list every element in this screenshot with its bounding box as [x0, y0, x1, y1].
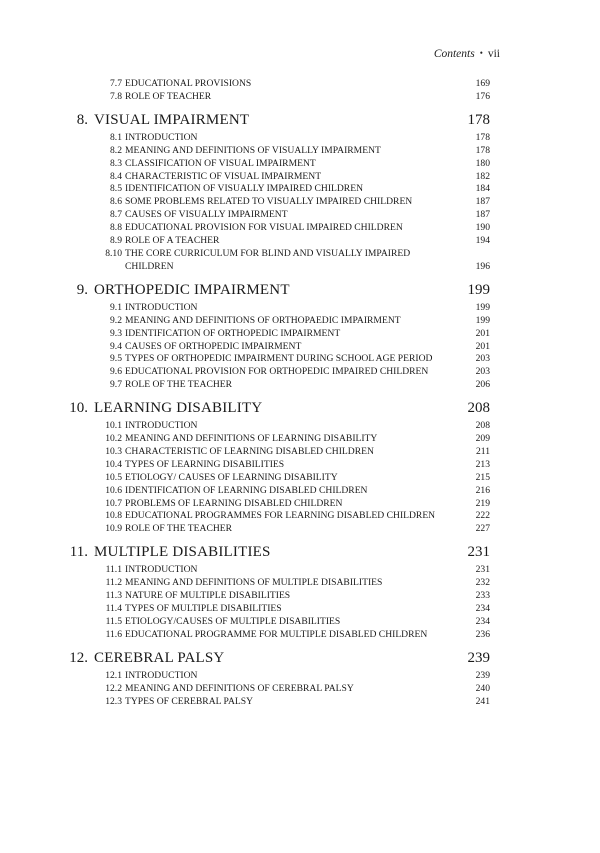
entry-page-number: 203	[475, 366, 490, 378]
toc-entry	[0, 353, 600, 366]
toc-entry	[0, 472, 600, 485]
entry-page-number: 233	[475, 590, 490, 602]
chapter-section	[0, 398, 600, 536]
entry-page-number: 213	[475, 458, 490, 470]
chapter-page-number: 208	[467, 400, 490, 417]
entry-title: CLASSIFICATION OF VISUAL IMPAIRMENT	[125, 157, 316, 169]
toc-entry	[0, 222, 600, 235]
toc-entry	[0, 577, 600, 590]
chapter-page-number: 178	[467, 111, 490, 128]
entry-page-number: 201	[475, 340, 490, 352]
entry-page-number: 176	[475, 90, 490, 102]
entry-title: SOME PROBLEMS RELATED TO VISUALLY IMPAIRED CHILDREN	[125, 196, 413, 208]
entry-number: 7.7	[110, 78, 122, 89]
entry-page-number: 169	[475, 78, 490, 89]
toc-entry	[0, 183, 600, 196]
toc-entry	[0, 420, 600, 433]
entry-number: 10.7	[105, 497, 122, 509]
chapter-heading	[0, 648, 600, 668]
toc-entry	[0, 315, 600, 328]
entry-number: 10.1	[105, 420, 122, 432]
entry-page-number: 190	[475, 222, 490, 234]
entry-number: 10.5	[105, 471, 122, 483]
entry-title: NATURE OF MULTIPLE DISABILITIES	[125, 590, 291, 602]
chapter-section	[0, 648, 600, 709]
entry-number: 9.1	[110, 301, 122, 313]
entry-title: CAUSES OF VISUALLY IMPAIRMENT	[125, 209, 288, 221]
toc-entry	[0, 603, 600, 616]
entry-title: PROBLEMS OF LEARNING DISABLED CHILDREN	[125, 497, 343, 509]
toc-entry	[0, 145, 600, 158]
toc-entry	[0, 683, 600, 696]
entry-number: 8.2	[110, 144, 122, 156]
chapter-section	[0, 110, 600, 274]
entry-title: MEANING AND DEFINITIONS OF MULTIPLE DISABILITIES	[125, 577, 383, 589]
toc-entry	[0, 696, 600, 709]
toc-entry	[0, 616, 600, 629]
entry-page-number: 241	[475, 695, 490, 707]
entry-page-number: 215	[475, 471, 490, 483]
toc-entry	[0, 341, 600, 354]
entry-page-number: 208	[475, 420, 490, 432]
running-head-label: Contents	[433, 48, 475, 60]
entry-number: 8.4	[110, 170, 122, 182]
entry-title: IDENTIFICATION OF VISUALLY IMPAIRED CHILDREN	[125, 183, 363, 195]
entry-number: 9.5	[110, 353, 122, 365]
entry-page-number: 209	[475, 433, 490, 445]
entry-number: 8.3	[110, 157, 122, 169]
entry-title: MEANING AND DEFINITIONS OF CEREBRAL PALSY	[125, 682, 354, 694]
entry-page-number: 187	[475, 196, 490, 208]
entry-number: 8.7	[110, 209, 122, 221]
entry-title: IDENTIFICATION OF LEARNING DISABLED CHILDREN	[125, 484, 368, 496]
toc-entry	[0, 91, 600, 104]
toc-entry	[0, 158, 600, 171]
entry-number: 12.3	[105, 695, 122, 707]
entry-title: TYPES OF ORTHOPEDIC IMPAIRMENT DURING SCHOOL AGE PERIOD	[125, 353, 433, 365]
toc-entry	[0, 564, 600, 577]
entry-title: INTRODUCTION	[125, 420, 198, 432]
toc-entry	[0, 196, 600, 209]
entry-title: ROLE OF THE TEACHER	[125, 379, 233, 391]
entry-page-number: 194	[475, 235, 490, 247]
entry-title: MEANING AND DEFINITIONS OF ORTHOPAEDIC IMPAIRMENT	[125, 314, 401, 326]
chapter-title: CEREBRAL PALSY	[94, 649, 225, 666]
entry-page-number: 239	[475, 669, 490, 681]
entry-title: INTRODUCTION	[125, 301, 198, 313]
chapter-title: VISUAL IMPAIRMENT	[94, 111, 250, 128]
toc-entry	[0, 248, 600, 274]
chapter-number: 10.	[69, 400, 88, 417]
entry-number: 11.1	[105, 564, 122, 576]
entry-number: 9.2	[110, 314, 122, 326]
entry-number: 10.2	[105, 433, 122, 445]
entry-title: ROLE OF TEACHER	[125, 90, 212, 102]
chapter-heading	[0, 398, 600, 418]
entry-page-number: 201	[475, 327, 490, 339]
entry-number: 10.4	[105, 458, 122, 470]
entry-number: 9.6	[110, 366, 122, 378]
entry-number: 10.8	[105, 510, 122, 522]
entry-page-number: 178	[475, 144, 490, 156]
entry-title: ETIOLOGY/ CAUSES OF LEARNING DISABILITY	[125, 471, 338, 483]
toc-entry	[0, 485, 600, 498]
table-of-contents	[0, 78, 600, 708]
running-head	[434, 48, 500, 60]
entry-title: TYPES OF LEARNING DISABILITIES	[125, 458, 285, 470]
toc-entry	[0, 78, 600, 91]
entry-page-number: 240	[475, 682, 490, 694]
entry-number: 11.6	[105, 628, 122, 640]
entry-number: 12.2	[105, 682, 122, 694]
running-head-page: vii	[487, 48, 500, 60]
toc-entry	[0, 523, 600, 536]
entry-page-number: 196	[475, 260, 490, 272]
entry-number: 9.4	[110, 340, 122, 352]
entry-title: EDUCATIONAL PROVISION FOR VISUAL IMPAIRED CHILDREN	[125, 222, 403, 234]
entry-title: THE CORE CURRICULUM FOR BLIND AND VISUALLY IMPAIRED CHILDREN	[125, 247, 411, 272]
entry-number: 11.5	[105, 615, 122, 627]
entry-number: 10.9	[105, 523, 122, 535]
entry-title: MEANING AND DEFINITIONS OF VISUALLY IMPAIRMENT	[125, 144, 381, 156]
toc-entry	[0, 629, 600, 642]
entry-title: ROLE OF THE TEACHER	[125, 523, 233, 535]
entry-page-number: 178	[475, 131, 490, 143]
entry-title: INTRODUCTION	[125, 564, 198, 576]
entry-page-number: 180	[475, 157, 490, 169]
entry-number: 11.4	[105, 603, 122, 614]
toc-entry	[0, 590, 600, 603]
entry-title: CAUSES OF ORTHOPEDIC IMPAIRMENT	[125, 340, 302, 352]
entry-title: IDENTIFICATION OF ORTHOPEDIC IMPAIRMENT	[125, 327, 341, 339]
entry-page-number: 219	[475, 497, 490, 509]
entry-number: 8.10	[105, 247, 122, 259]
entry-number: 10.3	[105, 445, 122, 457]
entry-page-number: 199	[475, 314, 490, 326]
entry-title: EDUCATIONAL PROGRAMMES FOR LEARNING DISABLED CHILDREN	[125, 510, 436, 522]
entry-number: 10.6	[105, 484, 122, 496]
entry-page-number: 236	[475, 628, 490, 640]
chapter-section	[0, 280, 600, 392]
bullet-icon: •	[479, 48, 483, 58]
entry-number: 8.9	[110, 235, 122, 247]
chapter-page-number: 231	[467, 544, 490, 561]
chapter-page-number: 199	[467, 281, 490, 298]
chapter-number: 11.	[69, 544, 88, 561]
entry-title: MEANING AND DEFINITIONS OF LEARNING DISABILITY	[125, 433, 378, 445]
toc-entry	[0, 446, 600, 459]
entry-title: INTRODUCTION	[125, 131, 198, 143]
entry-page-number: 211	[475, 445, 490, 457]
entry-number: 8.5	[110, 183, 122, 195]
toc-entry	[0, 328, 600, 341]
entry-page-number: 231	[475, 564, 490, 576]
entry-number: 7.8	[110, 90, 122, 102]
chapter-number: 12.	[69, 649, 88, 666]
entry-title: TYPES OF MULTIPLE DISABILITIES	[125, 603, 282, 614]
entry-page-number: 234	[475, 615, 490, 627]
entry-page-number: 203	[475, 353, 490, 365]
entry-title: EDUCATIONAL PROVISIONS	[125, 78, 252, 89]
entry-title: ETIOLOGY/CAUSES OF MULTIPLE DISABILITIES	[125, 615, 341, 627]
entry-page-number: 182	[475, 170, 490, 182]
entry-page-number: 206	[475, 379, 490, 391]
entry-number: 8.1	[110, 131, 122, 143]
entry-page-number: 216	[475, 484, 490, 496]
chapter-section	[0, 542, 600, 641]
entry-number: 9.7	[110, 379, 122, 391]
chapter-title: MULTIPLE DISABILITIES	[94, 544, 271, 561]
entry-title: EDUCATIONAL PROVISION FOR ORTHOPEDIC IMPAIRED CHILDREN	[125, 366, 429, 378]
chapter-heading	[0, 542, 600, 562]
chapter-page-number: 239	[467, 649, 490, 666]
toc-entry	[0, 498, 600, 511]
chapter-heading	[0, 280, 600, 300]
toc-entry	[0, 433, 600, 446]
chapter-heading	[0, 110, 600, 130]
entry-number: 8.6	[110, 196, 122, 208]
entry-title: TYPES OF CEREBRAL PALSY	[125, 695, 254, 707]
toc-entry	[0, 510, 600, 523]
toc-entry	[0, 379, 600, 392]
toc-entry	[0, 209, 600, 222]
entry-number: 11.2	[105, 577, 122, 589]
entry-title: CHARACTERISTIC OF LEARNING DISABLED CHILDREN	[125, 445, 374, 457]
entry-title: CHARACTERISTIC OF VISUAL IMPAIRMENT	[125, 170, 322, 182]
chapter-number: 8.	[76, 111, 88, 128]
chapter-number: 9.	[76, 281, 88, 298]
toc-entry	[0, 235, 600, 248]
entry-number: 12.1	[105, 669, 122, 681]
entry-page-number: 184	[475, 183, 490, 195]
entry-title: ROLE OF A TEACHER	[125, 235, 220, 247]
entry-number: 11.3	[105, 590, 122, 602]
entry-title: EDUCATIONAL PROGRAMME FOR MULTIPLE DISABLED CHILDREN	[125, 628, 428, 640]
entry-page-number: 234	[475, 603, 490, 614]
entry-page-number: 199	[475, 301, 490, 313]
entry-page-number: 227	[475, 523, 490, 535]
toc-entry	[0, 459, 600, 472]
toc-entry	[0, 132, 600, 145]
entry-number: 9.3	[110, 327, 122, 339]
entry-page-number: 222	[475, 510, 490, 522]
toc-entry	[0, 366, 600, 379]
entry-title: INTRODUCTION	[125, 669, 198, 681]
entry-page-number: 187	[475, 209, 490, 221]
entry-page-number: 232	[475, 577, 490, 589]
toc-entry	[0, 302, 600, 315]
chapter-title: LEARNING DISABILITY	[94, 400, 263, 417]
toc-entry	[0, 171, 600, 184]
chapter-title: ORTHOPEDIC IMPAIRMENT	[94, 281, 290, 298]
toc-entry	[0, 670, 600, 683]
entry-number: 8.8	[110, 222, 122, 234]
